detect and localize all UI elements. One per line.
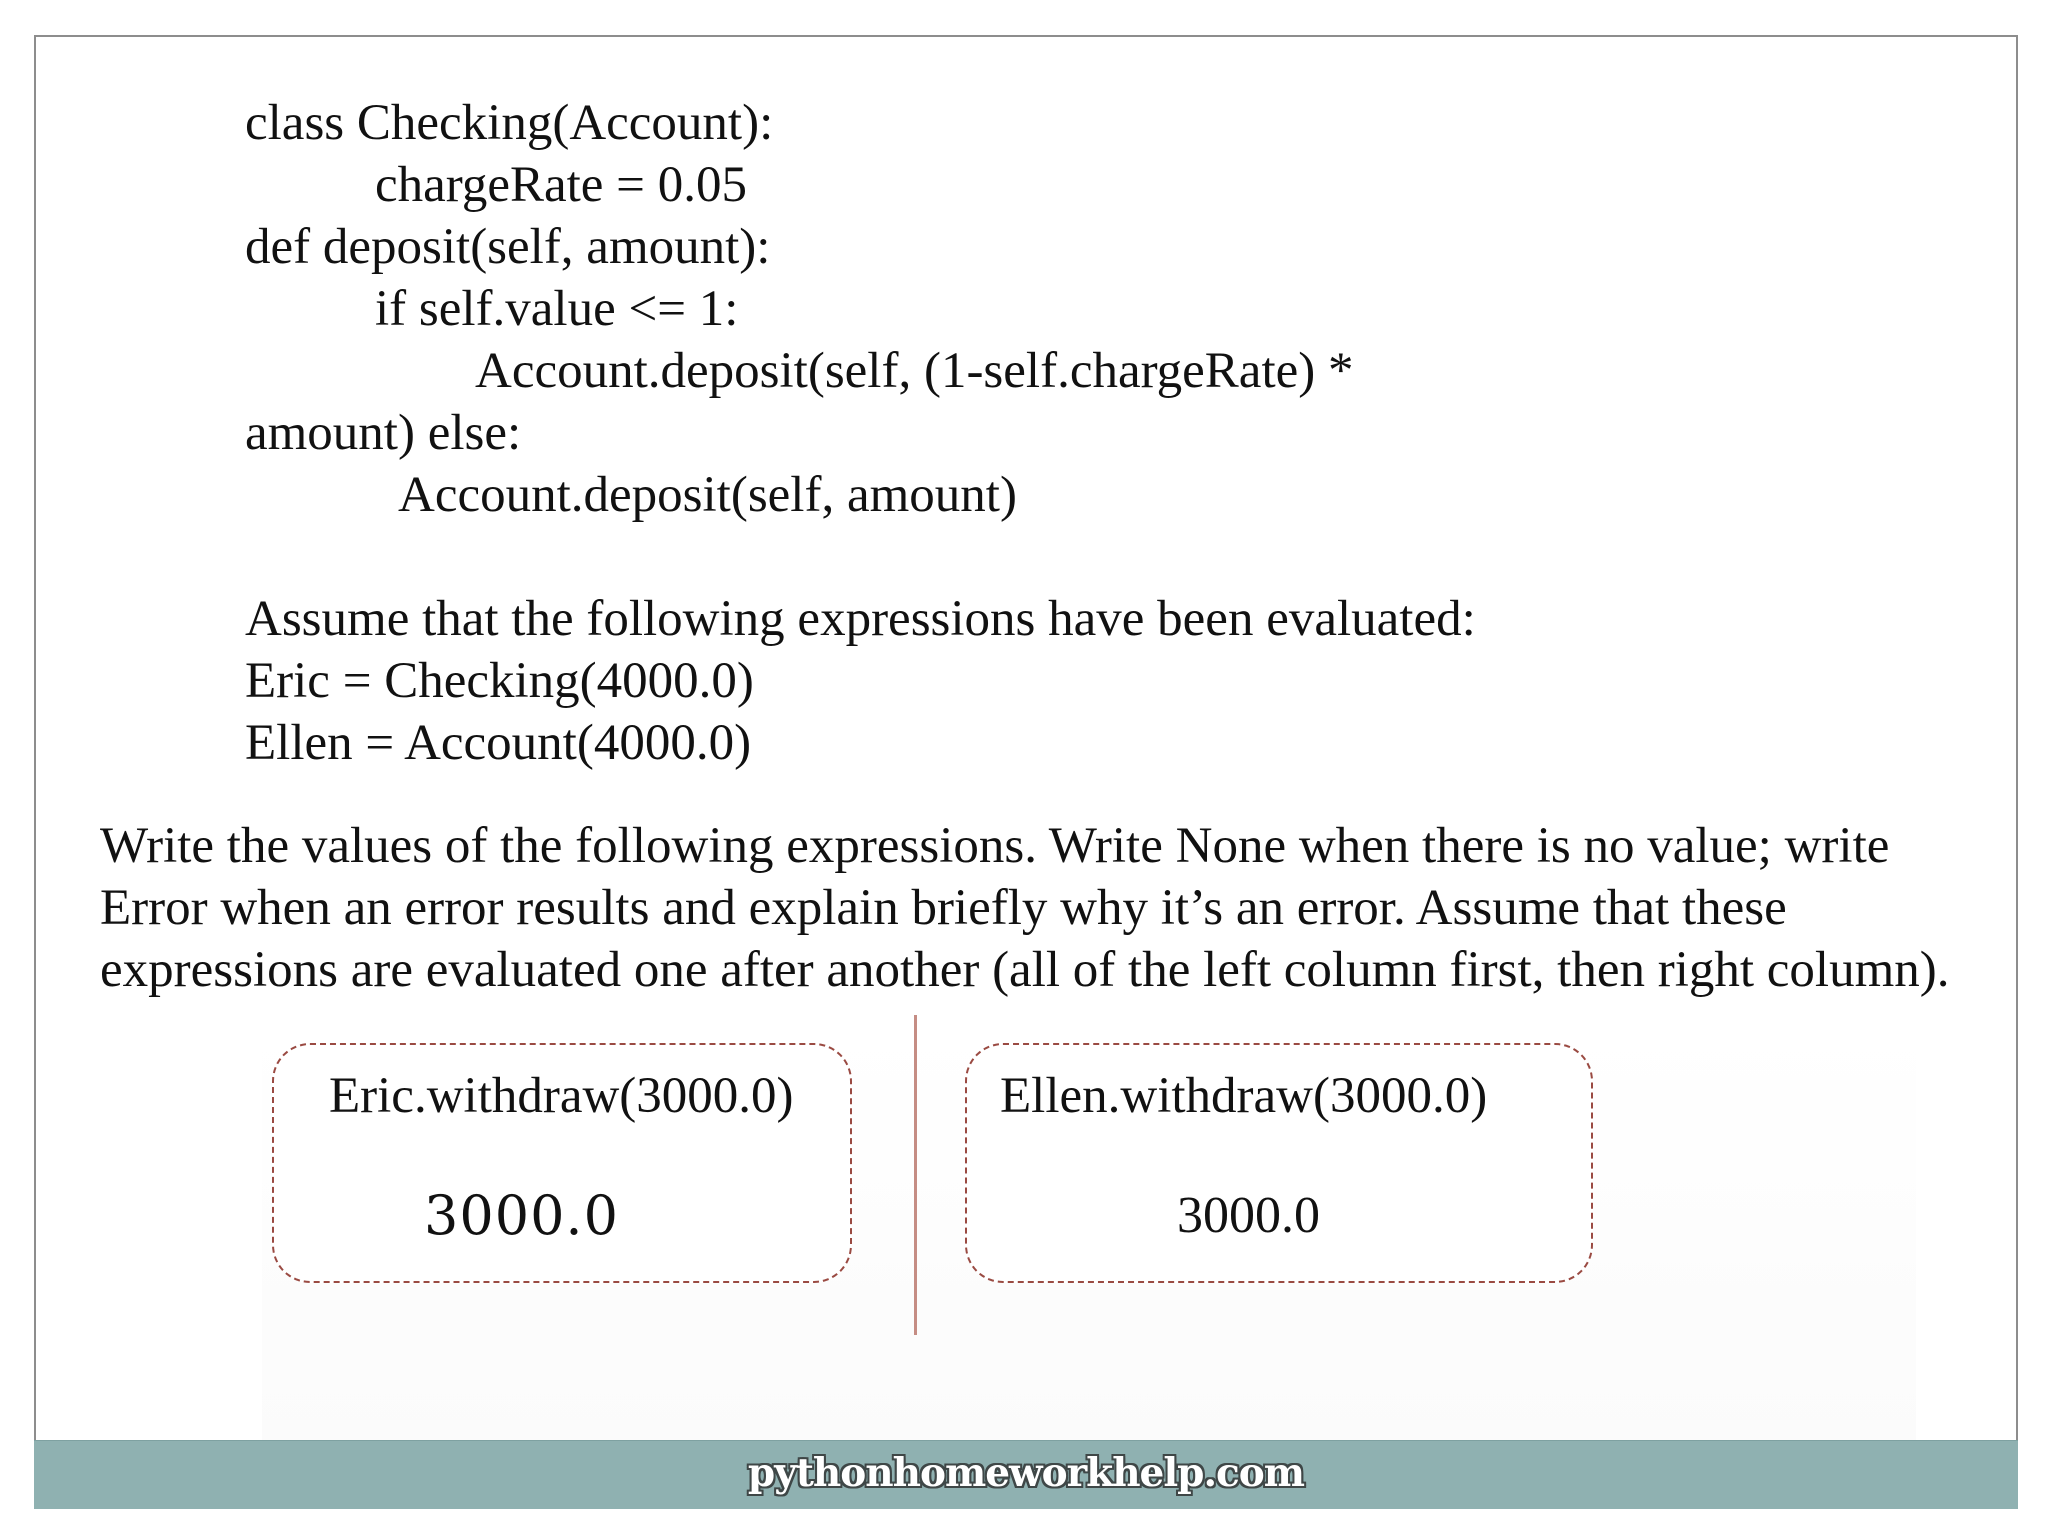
- code-line-charge-rate: chargeRate = 0.05: [375, 157, 747, 213]
- left-answer-box: [272, 1043, 852, 1283]
- footer-site-name: pythonhomeworkhelp.com: [747, 1450, 1305, 1496]
- code-line-class: class Checking(Account):: [245, 95, 774, 151]
- question-line-3: expressions are evaluated one after another (all of the left column first, then right column).: [100, 942, 1950, 998]
- code-line-if-value: if self.value <= 1:: [375, 281, 739, 337]
- assumption-eric: Eric = Checking(4000.0): [245, 653, 754, 709]
- assumption-heading: Assume that the following expressions have been evaluated:: [245, 591, 1476, 647]
- question-line-1: Write the values of the following expressions. Write None when there is no value; write: [100, 818, 1890, 874]
- footer-bar: [34, 1440, 2018, 1509]
- right-answer-box: [965, 1043, 1593, 1283]
- column-divider: [914, 1015, 917, 1335]
- right-answer-value: 3000.0: [1177, 1187, 1320, 1244]
- left-answer-value: 3000.0: [424, 1184, 619, 1247]
- left-expression: Eric.withdraw(3000.0): [329, 1068, 794, 1124]
- code-line-def-deposit: def deposit(self, amount):: [245, 219, 771, 275]
- code-line-account-deposit-charge: Account.deposit(self, (1-self.chargeRate) *: [475, 343, 1354, 399]
- right-expression: Ellen.withdraw(3000.0): [1000, 1068, 1488, 1124]
- question-line-2: Error when an error results and explain briefly why it’s an error. Assume that these: [100, 880, 1787, 936]
- code-line-account-deposit-amount: Account.deposit(self, amount): [398, 467, 1017, 523]
- code-line-amount-else: amount) else:: [245, 405, 522, 461]
- assumption-ellen: Ellen = Account(4000.0): [245, 715, 752, 771]
